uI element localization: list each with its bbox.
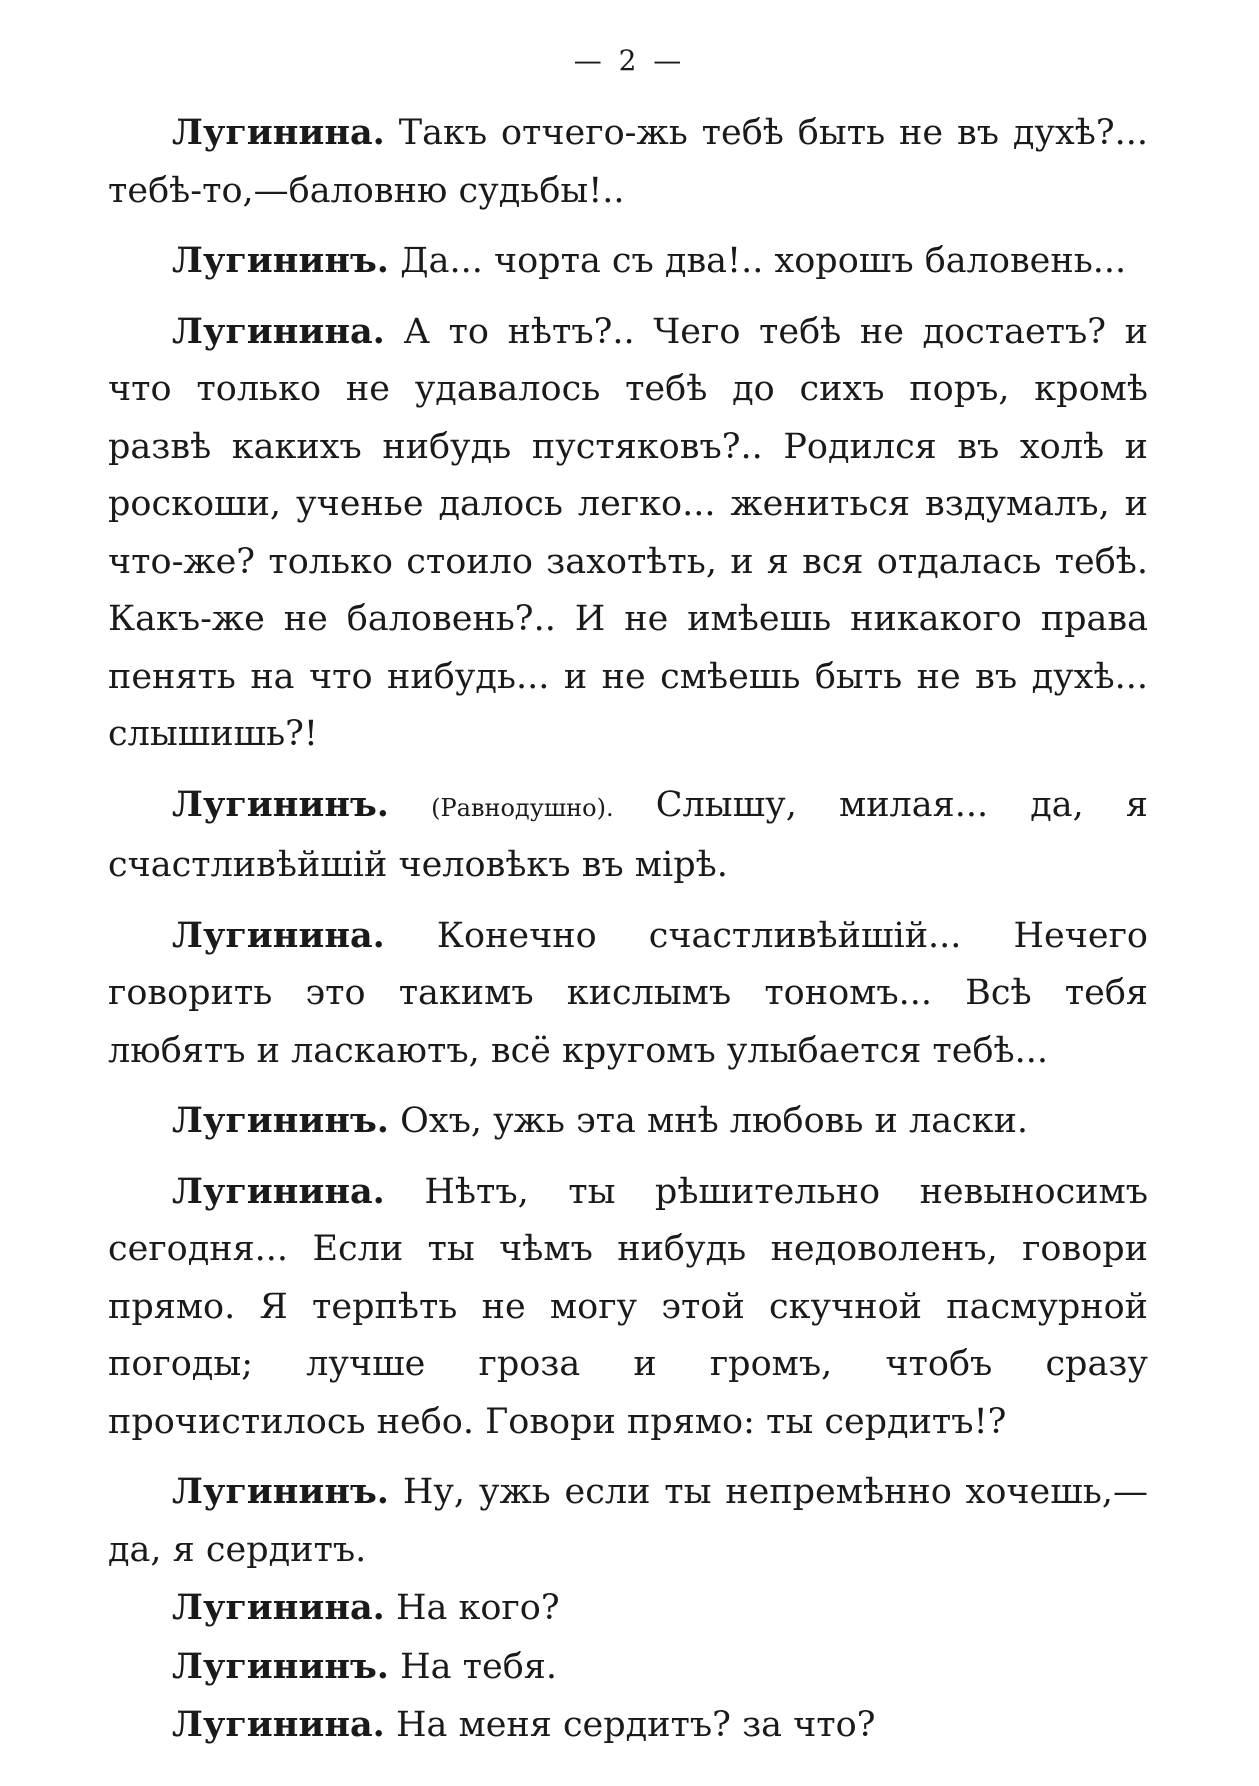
dialogue-text xyxy=(108,104,1148,1755)
line-text: На тебя. xyxy=(400,1646,558,1687)
line-text: Такъ отчего-жь тебѣ быть не въ духѣ?... тебѣ-то,—баловню судьбы!.. xyxy=(108,113,1148,211)
dialogue-line xyxy=(108,1163,1148,1452)
dialogue-line xyxy=(108,1638,1148,1697)
speaker-name: Лугинина. xyxy=(172,1704,385,1745)
speaker-name: Лугининъ. xyxy=(172,1645,389,1687)
line-text: Конечно счастливѣйшій... Нечего говорить это такимъ кислымъ тономъ... Всѣ тебя любятъ и ласкаютъ, всё кругомъ улыбается тебѣ... xyxy=(108,915,1148,1071)
dialogue-line xyxy=(108,907,1148,1081)
speaker-name: Лугининъ. xyxy=(172,240,389,281)
speaker-name: Лугининъ. xyxy=(172,1100,389,1141)
dialogue-line xyxy=(108,1463,1148,1579)
line-text: Ну, ужь если ты непремѣнно хочешь,—да, я сердитъ. xyxy=(108,1472,1148,1570)
dialogue-line xyxy=(108,1092,1148,1151)
page-number: — 2 — xyxy=(573,44,686,77)
line-text: Да... чорта съ два!.. хорошъ баловень... xyxy=(400,241,1127,281)
line-text: На меня сердитъ? за что? xyxy=(395,1705,876,1745)
line-text: Нѣтъ, ты рѣшительно невыносимъ сегодня... Если ты чѣмъ нибудь недоволенъ, говори прямо. Я терпѣть не могу этой скучной пасмурной погоды; лучше гроза и громъ, чтобъ сразу прочистилось небо. Говори прямо: ты сердитъ!? xyxy=(108,1171,1148,1442)
line-text: Слышу, милая... да, я счастливѣйшій человѣкъ въ мірѣ. xyxy=(108,784,1148,885)
stage-direction: (Равнодушно). xyxy=(431,793,614,822)
speaker-name: Лугинина. xyxy=(172,914,385,956)
dialogue-line xyxy=(108,303,1148,764)
speaker-name: Лугинина. xyxy=(172,310,385,352)
speaker-name: Лугинина. xyxy=(172,112,385,153)
speaker-name: Лугинина. xyxy=(172,1170,385,1212)
dialogue-line xyxy=(108,232,1148,291)
line-text: А то нѣтъ?.. Чего тебѣ не достаетъ? и что только не удавалось тебѣ до сихъ поръ, кромѣ развѣ какихъ нибудь пустяковъ?.. Родился въ холѣ и роскоши, ученье далось легко... жениться вздумалъ, и что-же? только стоило захотѣть, и я вся отдалась тебѣ. Какъ-же не баловень?.. И не имѣешь никакого права пенять на что нибудь... и не смѣешь быть не въ духѣ... слышишь?! xyxy=(108,311,1148,754)
dialogue-line xyxy=(108,1579,1148,1638)
dialogue-line xyxy=(108,1696,1148,1755)
dialogue-line xyxy=(108,776,1148,895)
speaker-name: Лугининъ. xyxy=(172,1471,389,1512)
dialogue-line xyxy=(108,104,1148,220)
line-text: На кого? xyxy=(395,1588,560,1628)
speaker-name: Лугининъ. xyxy=(172,783,389,825)
line-text: Охъ, ужь эта мнѣ любовь и ласки. xyxy=(400,1101,1029,1141)
speaker-name: Лугинина. xyxy=(172,1587,385,1628)
